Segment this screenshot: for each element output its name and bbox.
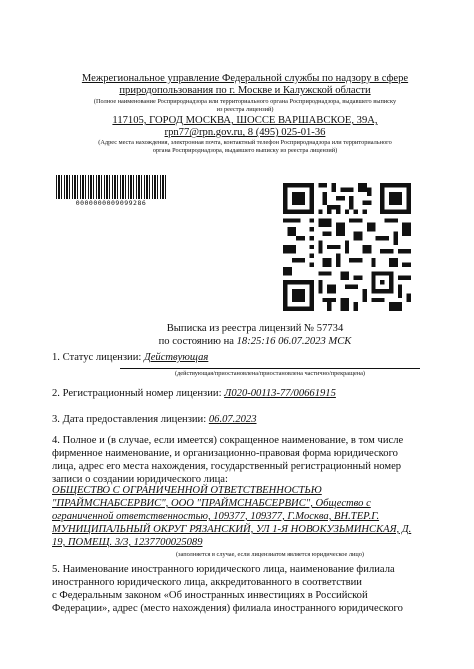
legal-entity-value-line1: ОБЩЕСТВО С ОГРАНИЧЕННОЙ ОТВЕТСТВЕННОСТЬЮ (52, 485, 322, 496)
foreign-entity-question (52, 563, 424, 615)
qr-code (283, 183, 411, 311)
license-number-label: 2. Регистрационный номер лицензии: (52, 388, 222, 399)
license-number-row (52, 388, 336, 399)
legal-entity-value-line2: "ПРАЙМСНАБСЕРВИС", ООО "ПРАЙМСНАБСЕРВИС", Общество с (52, 498, 371, 509)
address-note-line1: (Адрес места нахождения, электронная почта, контактный телефон Росприроднадзора или территориального (98, 139, 392, 147)
license-number-value: Л020-00113-77/00661915 (224, 388, 336, 399)
license-date-value: 06.07.2023 (208, 414, 257, 425)
address-note-line2: органа Росприроднадзора, выдавшего выписку из реестра лицензий) (152, 147, 338, 155)
authority-address: 117105, ГОРОД МОСКВА, ШОССЕ ВАРШАВСКОЕ, 39А, (112, 115, 378, 127)
legal-entity-text-line2: фирменное наименование, и организационно-правовая форма юридического (52, 448, 398, 459)
foreign-entity-text-line4: Федерации», адрес (место нахождения) филиала иностранного юридического (52, 603, 403, 614)
legal-entity-question (52, 434, 424, 486)
authority-note-line2: из реестра лицензий) (216, 106, 274, 114)
extract-title (80, 322, 430, 348)
extract-title-line2 (80, 335, 430, 348)
authority-block (60, 73, 430, 155)
authority-note-line1: (Полное наименование Росприроднадзора или территориального органа Росприроднадзора, выдавшего выписку (93, 98, 397, 106)
barcode (56, 175, 166, 199)
legal-entity-text-line4: записи о создании юридического лица: (52, 474, 228, 485)
foreign-entity-text-line1: 5. Наименование иностранного юридического лица, наименование филиала (52, 564, 395, 575)
foreign-entity-text-line2: иностранного юридического лица, аккредитованного в соответствии (52, 577, 362, 588)
legal-entity-value (52, 484, 424, 549)
foreign-entity-text-line3: с Федеральным законом «Об иностранных инвестициях в Российской (52, 590, 368, 601)
legal-entity-text-line1: 4. Полное и (в случае, если имеется) сокращенное наименование, в том числе (52, 435, 404, 446)
authority-name-line2: природопользования по г. Москве и Калужской области (119, 85, 371, 97)
authority-name-line1: Межрегиональное управление Федеральной службы по надзору в сфере (81, 73, 409, 84)
license-status-value: Действующая (143, 352, 209, 363)
as-of-datetime: 18:25:16 06.07.2023 МСК (236, 336, 352, 348)
license-status-caption: (действующая/приостановлена/приостановлена частично/прекращена) (120, 368, 420, 377)
legal-entity-value-line5: 19, ПОМЕЩ. 3/3, 1237700025089 (52, 537, 203, 548)
authority-contacts: rpn77@rpn.gov.ru, 8 (495) 025-01-36 (164, 127, 326, 139)
license-date-label: 3. Дата предоставления лицензии: (52, 414, 207, 425)
license-date-row (52, 414, 257, 425)
extract-title-line1: Выписка из реестра лицензий № 57734 (166, 323, 344, 334)
legal-entity-caption: (заполняется в случае, если лицензиатом является юридическое лицо) (175, 551, 365, 558)
as-of-label: по состоянию на (158, 336, 234, 348)
license-status-label: 1. Статус лицензии: (52, 352, 142, 363)
legal-entity-value-line3: ограниченной ответственностью, 109377, 109377, Г.Москва, ВН.ТЕР.Г. (52, 511, 380, 522)
legal-entity-text-line3: лица, адрес его места нахождения, государственный регистрационный номер (52, 461, 402, 472)
legal-entity-value-line4: МУНИЦИПАЛЬНЫЙ ОКРУГ РЯЗАНСКИЙ, УЛ 1-Я НОВОКУЗЬМИНСКАЯ, Д. (52, 524, 412, 535)
license-status-row (52, 352, 208, 363)
barcode-number: 0000000009099286 (75, 199, 147, 207)
